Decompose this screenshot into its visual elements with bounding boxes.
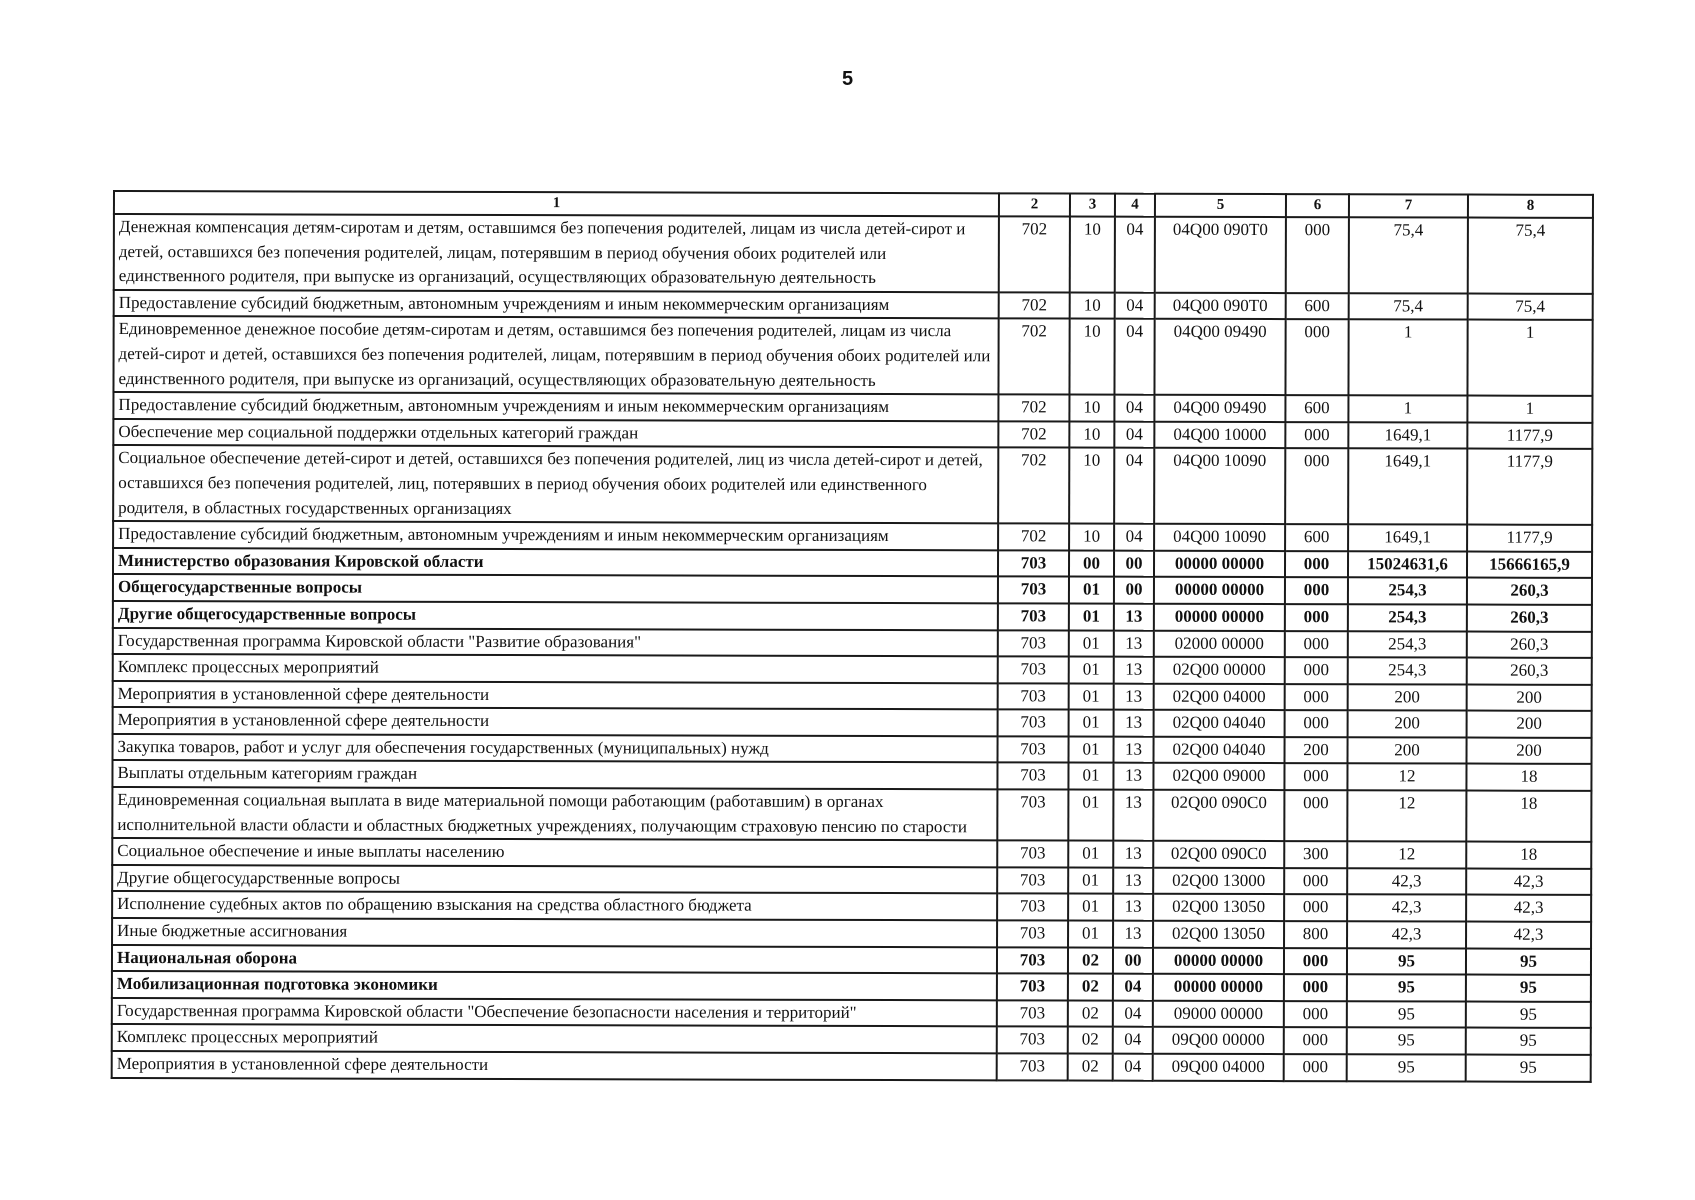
row-section-cell: 01 <box>1068 790 1113 841</box>
row-amount-year1-cell: 1649,1 <box>1348 422 1467 449</box>
row-admin-code-cell: 702 <box>998 448 1069 524</box>
row-name-cell: Иные бюджетные ассигнования <box>112 918 997 947</box>
row-amount-year2-cell: 75,4 <box>1468 218 1593 294</box>
row-name-cell: Другие общегосударственные вопросы <box>112 865 997 894</box>
row-expense-type-cell: 000 <box>1284 1001 1347 1028</box>
row-amount-year1-cell: 95 <box>1347 1054 1466 1081</box>
row-amount-year1-cell: 12 <box>1347 764 1466 791</box>
row-section-cell: 10 <box>1069 319 1114 395</box>
row-target-article-cell: 09000 00000 <box>1153 1001 1284 1028</box>
column-header: 2 <box>999 193 1070 216</box>
row-admin-code-cell: 703 <box>997 789 1068 840</box>
row-subsection-cell: 04 <box>1115 217 1155 293</box>
row-admin-code-cell: 703 <box>998 656 1069 683</box>
row-section-cell: 01 <box>1068 841 1113 868</box>
column-header: 3 <box>1070 194 1115 217</box>
row-amount-year1-cell: 1 <box>1348 320 1467 396</box>
row-target-article-cell: 04Q00 10000 <box>1154 421 1285 448</box>
row-name-cell: Государственная программа Кировской области "Развитие образования" <box>113 628 998 657</box>
row-section-cell: 01 <box>1069 683 1114 710</box>
table-row <box>113 574 1592 604</box>
row-admin-code-cell: 703 <box>998 603 1069 630</box>
row-subsection-cell: 13 <box>1113 763 1153 790</box>
page-number: 5 <box>841 68 854 90</box>
table-row <box>114 214 1593 294</box>
row-expense-type-cell: 000 <box>1284 868 1347 895</box>
row-expense-type-cell: 200 <box>1285 737 1348 764</box>
row-target-article-cell: 09Q00 00000 <box>1153 1027 1284 1054</box>
row-subsection-cell: 13 <box>1114 657 1154 684</box>
row-section-cell: 10 <box>1070 292 1115 319</box>
row-admin-code-cell: 703 <box>998 630 1069 657</box>
row-name-cell: Единовременная социальная выплата в виде материальной помощи работающим (работавшим) в органах исполнительной власти области и областных бюджетных учреждениях, получающим страховую пенсию по старости <box>112 787 997 841</box>
row-amount-year1-cell: 42,3 <box>1347 921 1466 948</box>
row-amount-year2-cell: 1177,9 <box>1467 525 1592 552</box>
table-row <box>113 445 1592 525</box>
row-name-cell: Государственная программа Кировской области "Обеспечение безопасности населения и территорий" <box>112 998 997 1027</box>
row-amount-year1-cell: 1 <box>1348 395 1467 422</box>
row-name-cell: Предоставление субсидий бюджетным, автономным учреждениям и иным некоммерческим организациям <box>113 521 998 550</box>
row-amount-year2-cell: 200 <box>1467 737 1592 764</box>
row-subsection-cell: 13 <box>1113 921 1153 948</box>
row-name-cell: Предоставление субсидий бюджетным, автономным учреждениям и иным некоммерческим организациям <box>113 392 998 421</box>
row-admin-code-cell: 702 <box>999 216 1070 292</box>
table-row <box>112 971 1591 1001</box>
row-subsection-cell: 13 <box>1113 894 1153 921</box>
table-row <box>112 918 1591 948</box>
row-subsection-cell: 04 <box>1114 421 1154 448</box>
row-amount-year2-cell: 260,3 <box>1467 658 1592 685</box>
table-row <box>113 734 1592 764</box>
row-subsection-cell: 04 <box>1115 292 1155 319</box>
table-row <box>112 865 1591 895</box>
row-amount-year2-cell: 95 <box>1466 1028 1591 1055</box>
row-amount-year2-cell: 260,3 <box>1467 578 1592 605</box>
row-amount-year1-cell: 12 <box>1347 790 1466 841</box>
row-target-article-cell: 02Q00 09000 <box>1153 763 1284 790</box>
table-row <box>113 548 1592 578</box>
row-amount-year2-cell: 260,3 <box>1467 604 1592 631</box>
row-expense-type-cell: 600 <box>1285 524 1348 551</box>
row-section-cell: 10 <box>1069 395 1114 422</box>
column-header: 4 <box>1115 194 1155 217</box>
row-amount-year2-cell: 18 <box>1466 791 1591 843</box>
row-amount-year2-cell: 200 <box>1467 711 1592 738</box>
row-admin-code-cell: 702 <box>999 292 1070 319</box>
row-expense-type-cell: 000 <box>1285 631 1348 658</box>
row-subsection-cell: 00 <box>1114 577 1154 604</box>
row-name-cell: Обеспечение мер социальной поддержки отдельных категорий граждан <box>113 419 998 448</box>
row-section-cell: 02 <box>1068 1000 1113 1027</box>
row-target-article-cell: 00000 00000 <box>1154 550 1285 577</box>
row-section-cell: 10 <box>1069 524 1114 551</box>
row-subsection-cell: 13 <box>1114 710 1154 737</box>
row-admin-code-cell: 703 <box>997 763 1068 790</box>
row-target-article-cell: 00000 00000 <box>1153 947 1284 974</box>
row-amount-year1-cell: 254,3 <box>1348 578 1467 605</box>
row-subsection-cell: 13 <box>1114 604 1154 631</box>
table-row <box>113 681 1592 711</box>
column-header: 1 <box>114 191 999 216</box>
row-amount-year1-cell: 254,3 <box>1348 604 1467 631</box>
row-expense-type-cell: 000 <box>1284 895 1347 922</box>
row-target-article-cell: 02Q00 13000 <box>1153 868 1284 895</box>
row-admin-code-cell: 703 <box>998 736 1069 763</box>
row-amount-year1-cell: 200 <box>1348 711 1467 738</box>
row-amount-year2-cell: 1 <box>1467 320 1592 396</box>
row-admin-code-cell: 703 <box>997 1027 1068 1054</box>
row-admin-code-cell: 703 <box>997 974 1068 1001</box>
table-row <box>112 760 1591 790</box>
row-target-article-cell: 04Q00 09490 <box>1154 319 1285 395</box>
row-amount-year2-cell: 75,4 <box>1468 293 1593 320</box>
row-subsection-cell: 00 <box>1114 550 1154 577</box>
row-section-cell: 01 <box>1068 894 1113 921</box>
row-subsection-cell: 00 <box>1113 947 1153 974</box>
table-row <box>112 838 1591 868</box>
row-target-article-cell: 00000 00000 <box>1154 577 1285 604</box>
row-admin-code-cell: 702 <box>998 523 1069 550</box>
row-section-cell: 01 <box>1069 736 1114 763</box>
row-name-cell: Денежная компенсация детям-сиротам и детям, оставшимся без попечения родителей, лицам из числа детей-сирот и детей, оставшихся без попечения родителей, лицам, потерявшим в период обучения обоих родителей или единственного родителя, при выпуске из организаций, осуществляющих образовательную деятельность <box>114 214 999 292</box>
row-section-cell: 02 <box>1068 1054 1113 1081</box>
row-section-cell: 02 <box>1068 974 1113 1001</box>
row-admin-code-cell: 703 <box>998 577 1069 604</box>
table-row <box>113 316 1592 396</box>
row-section-cell: 02 <box>1068 947 1113 974</box>
row-admin-code-cell: 703 <box>997 841 1068 868</box>
table-row <box>113 628 1592 658</box>
row-amount-year2-cell: 42,3 <box>1466 895 1591 922</box>
row-expense-type-cell: 600 <box>1286 293 1349 320</box>
row-subsection-cell: 13 <box>1113 790 1153 841</box>
row-target-article-cell: 02Q00 090C0 <box>1153 841 1284 868</box>
row-subsection-cell: 04 <box>1114 524 1154 551</box>
row-section-cell: 01 <box>1069 577 1114 604</box>
row-amount-year1-cell: 95 <box>1347 1028 1466 1055</box>
table-row <box>113 392 1592 422</box>
row-name-cell: Закупка товаров, работ и услуг для обеспечения государственных (муниципальных) нужд <box>113 734 998 763</box>
row-expense-type-cell: 000 <box>1285 448 1348 524</box>
row-section-cell: 10 <box>1069 421 1114 448</box>
row-section-cell: 01 <box>1068 921 1113 948</box>
row-target-article-cell: 04Q00 10090 <box>1154 448 1285 524</box>
row-section-cell: 10 <box>1069 448 1114 524</box>
row-name-cell: Общегосударственные вопросы <box>113 574 998 603</box>
row-name-cell: Единовременное денежное пособие детям-сиротам и детям, оставшимся без попечения родителей, лицам из числа детей-сирот и детей, оставшихся без попечения родителей, лицам, потерявшим в период обучения обоих родителей или единственного родителя, при выпуске из организаций, осуществляющих образовательную деятельность <box>113 316 998 394</box>
row-section-cell: 02 <box>1068 1027 1113 1054</box>
row-amount-year1-cell: 12 <box>1347 841 1466 868</box>
row-name-cell: Комплекс процессных мероприятий <box>112 1024 997 1053</box>
row-section-cell: 10 <box>1070 217 1115 293</box>
row-subsection-cell: 13 <box>1114 683 1154 710</box>
row-target-article-cell: 02Q00 13050 <box>1153 921 1284 948</box>
row-section-cell: 01 <box>1068 763 1113 790</box>
row-expense-type-cell: 000 <box>1285 604 1348 631</box>
row-amount-year2-cell: 1177,9 <box>1467 422 1592 449</box>
row-name-cell: Министерство образования Кировской области <box>113 548 998 577</box>
table-row <box>112 945 1591 975</box>
row-admin-code-cell: 702 <box>998 394 1069 421</box>
row-expense-type-cell: 000 <box>1284 764 1347 791</box>
row-subsection-cell: 04 <box>1114 448 1154 524</box>
table-row <box>113 707 1592 737</box>
row-admin-code-cell: 703 <box>997 1000 1068 1027</box>
row-expense-type-cell: 000 <box>1285 422 1348 449</box>
row-subsection-cell: 13 <box>1114 736 1154 763</box>
row-amount-year1-cell: 1649,1 <box>1348 449 1467 525</box>
column-header: 5 <box>1155 194 1286 217</box>
row-amount-year2-cell: 95 <box>1466 1001 1591 1028</box>
row-amount-year2-cell: 200 <box>1467 684 1592 711</box>
row-section-cell: 01 <box>1069 603 1114 630</box>
row-name-cell: Выплаты отдельным категориям граждан <box>112 760 997 789</box>
row-subsection-cell: 04 <box>1113 1000 1153 1027</box>
column-header: 6 <box>1286 194 1349 217</box>
table-row <box>113 521 1592 551</box>
row-amount-year2-cell: 15666165,9 <box>1467 551 1592 578</box>
row-admin-code-cell: 702 <box>998 319 1069 395</box>
row-section-cell: 01 <box>1069 710 1114 737</box>
row-name-cell: Мобилизационная подготовка экономики <box>112 971 997 1000</box>
row-subsection-cell: 04 <box>1114 395 1154 422</box>
row-target-article-cell: 02Q00 090C0 <box>1153 790 1284 842</box>
row-expense-type-cell: 600 <box>1285 395 1348 422</box>
row-name-cell: Социальное обеспечение детей-сирот и детей, оставшихся без попечения родителей, лиц из числа детей-сирот и детей, оставшихся без попечения родителей, лиц, потерявших в период обучения обоих родителей или единственного родителя, в областных государственных организациях <box>113 445 998 523</box>
row-admin-code-cell: 702 <box>998 421 1069 448</box>
column-header: 7 <box>1349 194 1468 217</box>
row-name-cell: Предоставление субсидий бюджетным, автономным учреждениям и иным некоммерческим организациям <box>114 290 999 319</box>
row-expense-type-cell: 000 <box>1285 577 1348 604</box>
row-amount-year1-cell: 254,3 <box>1348 657 1467 684</box>
column-header: 8 <box>1468 195 1593 218</box>
row-admin-code-cell: 703 <box>998 550 1069 577</box>
row-subsection-cell: 04 <box>1113 974 1153 1001</box>
row-target-article-cell: 04Q00 10090 <box>1154 524 1285 551</box>
row-amount-year2-cell: 18 <box>1466 764 1591 791</box>
table-row <box>112 787 1591 842</box>
row-target-article-cell: 00000 00000 <box>1153 974 1284 1001</box>
table-row <box>113 601 1592 631</box>
table-row <box>114 290 1593 320</box>
row-amount-year1-cell: 95 <box>1347 1001 1466 1028</box>
row-amount-year2-cell: 42,3 <box>1466 868 1591 895</box>
row-subsection-cell: 04 <box>1113 1054 1153 1081</box>
row-amount-year1-cell: 200 <box>1348 737 1467 764</box>
row-subsection-cell: 13 <box>1113 867 1153 894</box>
row-target-article-cell: 04Q00 090T0 <box>1155 217 1286 293</box>
row-amount-year1-cell: 254,3 <box>1348 631 1467 658</box>
row-amount-year1-cell: 15024631,6 <box>1348 551 1467 578</box>
row-target-article-cell: 02Q00 00000 <box>1154 657 1285 684</box>
row-section-cell: 01 <box>1068 867 1113 894</box>
row-amount-year2-cell: 95 <box>1466 948 1591 975</box>
row-target-article-cell: 02Q00 04040 <box>1154 710 1285 737</box>
row-amount-year1-cell: 75,4 <box>1349 293 1468 320</box>
row-amount-year1-cell: 200 <box>1348 684 1467 711</box>
row-amount-year2-cell: 1 <box>1467 396 1592 423</box>
table-row <box>113 419 1592 449</box>
row-admin-code-cell: 703 <box>998 683 1069 710</box>
table-row <box>113 654 1592 684</box>
row-target-article-cell: 02Q00 04000 <box>1154 683 1285 710</box>
row-expense-type-cell: 000 <box>1285 551 1348 578</box>
row-admin-code-cell: 703 <box>997 867 1068 894</box>
row-amount-year1-cell: 75,4 <box>1349 217 1468 293</box>
row-expense-type-cell: 000 <box>1285 684 1348 711</box>
row-expense-type-cell: 000 <box>1284 1054 1347 1081</box>
row-expense-type-cell: 000 <box>1284 948 1347 975</box>
row-name-cell: Исполнение судебных актов по обращению взыскания на средства областного бюджета <box>112 891 997 920</box>
row-admin-code-cell: 703 <box>997 1053 1068 1080</box>
row-target-article-cell: 09Q00 04000 <box>1153 1054 1284 1081</box>
row-section-cell: 00 <box>1069 550 1114 577</box>
row-subsection-cell: 13 <box>1113 841 1153 868</box>
row-admin-code-cell: 703 <box>997 947 1068 974</box>
table-row <box>112 1024 1591 1054</box>
row-amount-year1-cell: 42,3 <box>1347 895 1466 922</box>
table-row <box>112 998 1591 1028</box>
row-expense-type-cell: 000 <box>1286 217 1349 293</box>
row-expense-type-cell: 800 <box>1284 921 1347 948</box>
table-row <box>112 1051 1591 1081</box>
row-expense-type-cell: 000 <box>1285 710 1348 737</box>
row-subsection-cell: 04 <box>1114 319 1154 395</box>
row-target-article-cell: 04Q00 090T0 <box>1155 293 1286 320</box>
row-name-cell: Мероприятия в установленной сфере деятельности <box>112 1051 997 1080</box>
row-name-cell: Комплекс процессных мероприятий <box>113 654 998 683</box>
row-name-cell: Мероприятия в установленной сфере деятельности <box>113 707 998 736</box>
budget-table-body <box>112 191 1593 1081</box>
row-admin-code-cell: 703 <box>998 710 1069 737</box>
row-amount-year2-cell: 95 <box>1466 1055 1591 1082</box>
row-amount-year2-cell: 42,3 <box>1466 922 1591 949</box>
row-expense-type-cell: 000 <box>1285 319 1348 395</box>
row-admin-code-cell: 703 <box>997 920 1068 947</box>
row-amount-year2-cell: 95 <box>1466 975 1591 1002</box>
row-name-cell: Национальная оборона <box>112 945 997 974</box>
row-amount-year2-cell: 1177,9 <box>1467 449 1592 525</box>
row-name-cell: Социальное обеспечение и иные выплаты населению <box>112 838 997 867</box>
row-amount-year1-cell: 95 <box>1347 948 1466 975</box>
row-admin-code-cell: 703 <box>997 894 1068 921</box>
row-target-article-cell: 02Q00 13050 <box>1153 894 1284 921</box>
table-row <box>112 891 1591 921</box>
row-amount-year1-cell: 42,3 <box>1347 868 1466 895</box>
row-expense-type-cell: 000 <box>1285 657 1348 684</box>
row-subsection-cell: 13 <box>1114 630 1154 657</box>
row-expense-type-cell: 000 <box>1284 790 1347 841</box>
row-name-cell: Мероприятия в установленной сфере деятельности <box>113 681 998 710</box>
row-expense-type-cell: 300 <box>1284 841 1347 868</box>
budget-table <box>111 190 1594 1082</box>
row-amount-year1-cell: 1649,1 <box>1348 524 1467 551</box>
row-target-article-cell: 04Q00 09490 <box>1154 395 1285 422</box>
row-amount-year2-cell: 260,3 <box>1467 631 1592 658</box>
row-section-cell: 01 <box>1069 657 1114 684</box>
row-target-article-cell: 00000 00000 <box>1154 604 1285 631</box>
row-expense-type-cell: 000 <box>1284 1027 1347 1054</box>
row-section-cell: 01 <box>1069 630 1114 657</box>
row-subsection-cell: 04 <box>1113 1027 1153 1054</box>
row-amount-year2-cell: 18 <box>1466 842 1591 869</box>
row-amount-year1-cell: 95 <box>1347 974 1466 1001</box>
row-name-cell: Другие общегосударственные вопросы <box>113 601 998 630</box>
row-target-article-cell: 02000 00000 <box>1154 630 1285 657</box>
row-target-article-cell: 02Q00 04040 <box>1154 737 1285 764</box>
row-expense-type-cell: 000 <box>1284 974 1347 1001</box>
